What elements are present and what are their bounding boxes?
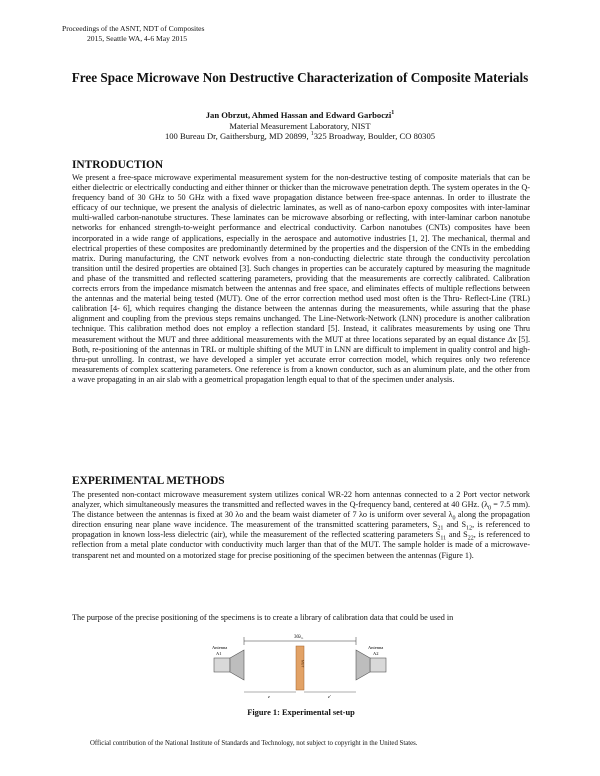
antenna-a2-label-2: A2: [373, 651, 379, 656]
figure-caption: Figure 1: Experimental set-up: [247, 708, 355, 717]
running-head: [62, 24, 205, 44]
methods-text-g: , is referenced to reflection from a metal plate conductor with conductivity much larger than that of the MUT. The sample holder is made of a microwave-transparent net and mounted on a motorized stage for precise positioning of the specimen between the antennas (Figure 1).: [72, 530, 530, 560]
antenna-a2-body: [370, 658, 386, 672]
antenna-a1-label-2: A1: [216, 651, 222, 656]
introduction-paragraph: [72, 173, 530, 385]
lambda-sub-2: 0: [452, 515, 456, 522]
author-address: [70, 131, 530, 142]
methods-text-a: The presented non-contact microwave measurement system utilizes conical WR-22 horn antennas connected to a 2 Port vector network analyzer, which simultaneously measures the transmitted and reflected waves in the Q-frequency band, centered at 40 GHz. (λ: [72, 490, 530, 510]
methods-text-f: and S: [446, 530, 468, 540]
mut-sample: [296, 646, 304, 690]
methods-text-e: , is referenced to propagation in known loss-less dielectric (air), while the measurement of the reflected scattering parameters S: [72, 520, 531, 540]
paper-title: Free Space Microwave Non Destructive Characterization of Composite Materials: [71, 70, 529, 85]
methods-text-c: along the propagation direction ensuring near plane wave incidence. The measurement of the transmitted scattering parameters, S: [72, 510, 530, 530]
address-part-b: 325 Broadway, Boulder, CO 80305: [313, 131, 436, 142]
running-head-line2: 2015, Seattle WA, 4-6 May 2015: [87, 34, 188, 43]
footnote: Official contribution of the National Institute of Standards and Technology, not subject to copyright in the United States.: [90, 740, 418, 747]
author-sup: 1: [391, 110, 395, 117]
antenna-a1-horn: [230, 650, 244, 680]
introduction-heading: INTRODUCTION: [72, 159, 164, 171]
methods-paragraph-2: The purpose of the precise positioning of the specimens is to create a library of calibration data that could be used in: [72, 613, 454, 622]
antenna-a1-body: [214, 658, 230, 672]
methods-paragraph-1: [72, 490, 530, 561]
antenna-a2-horn: [356, 650, 370, 680]
author-names: [70, 110, 530, 121]
address-part-a: 100 Bureau Dr, Gaithersburg, MD 20899,: [164, 131, 311, 142]
intro-text-a: We present a free-space microwave experimental measurement system for the non-destructive testing of composite materials that can be either dielectric or electrically conducting and either thinner or thicker than the microwave penetration depth. The system operates in the Q- frequency band of 30 GHz to 50 GHz with a fixed wave propagation distance between free-space antennas. In order to illustrate the efficacy of our technique, we present the analysis of dielectric laminates, as well as of nano-carbon epoxy composites with inter-laminar multi-walled carbon-nanotube structures. These laminates can be microwave absorbing or reflecting, with inter-laminar carbon nanotube networks for enhanced strength-to-weight performance and electrical conductivity. Carbon nanotubes (CNTs) composites have been incorporated in a wide range of applications, especially in the aerospace and automotive industries [1, 2]. The mechanical, thermal and electrical properties of these composites are predominantly determined by the properties and the dispersion of the CNTs in the embedding matrix. During manufacturing, the CNT network evolves from a non-conducting dielectric state through the conductivity percolation transition until the desired properties are obtained [3]. Such changes in properties can be accurately captured by measuring the magnitude and phase of the transmitted and reflected scattering parameters, providing that the measurements are correctly calibrated. Calibration corrects errors from the impedance mismatch between the antennas and free space, and eliminates effects of multiple reflections between the antennas and the material being tested (MUT). One of the error correction method used most often is the Thru- Reflect-Line (TRL) calibration [4- 6], which requires changing the distance between the antennas during the measurements, while assuring that the phase alignment and coupling from the previous steps remains unchanged. The Line-Network-Network (LNN) procedure is another calibration technique. This calibration method does not employ a reflection standard [5]. Instead, it calibrates measurements by using one Thru measurement without the MUT and three additional measurements with the MUT at three locations separated by an equal distance: [72, 173, 530, 344]
zprime-label: z': [328, 694, 331, 699]
methods-text-d: and S: [443, 520, 467, 530]
author-affiliation: Material Measurement Laboratory, NIST: [229, 120, 371, 131]
s12-sub: 12: [466, 525, 473, 532]
z-label: z: [268, 694, 270, 699]
methods-heading: EXPERIMENTAL METHODS: [72, 475, 225, 487]
antenna-a1-label-1: Antenna: [212, 645, 228, 650]
delta-x-symbol: Δx: [507, 334, 517, 344]
experimental-setup-figure: [210, 630, 390, 700]
running-head-line1: Proceedings of the ASNT, NDT of Composites: [62, 24, 205, 33]
s22-sub: 22: [467, 536, 474, 543]
s11-sub: 11: [440, 536, 447, 543]
lambda-sub: 0: [488, 505, 492, 512]
methods-text-b: = 7.5 mm). The distance between the antennas is fixed at 30 λo and the beam waist diameter of 7 λo is uniform over several λ: [72, 500, 530, 520]
address-sup: 1: [310, 131, 314, 138]
author-block: [70, 110, 530, 142]
mut-label: MUT: [300, 660, 305, 668]
intro-text-b: [5]. Both, re-positioning of the antennas in TRL or multiple shifting of the MUT in LNN are difficult to implement in quality control and high-thru-put unrolling. In contrast, we have developed a simpler yet accurate error correction model, which requires only two reference measurements of complex scattering parameters. One reference is from a known conductor, such as an aluminum plate, and the other from a wave propagating in an air slab with a geometrical propagation length equal to that of the specimen under analysis.: [72, 334, 531, 384]
antenna-a2-label-1: Antenna: [368, 645, 384, 650]
author-names-text: Jan Obrzut, Ahmed Hassan and Edward Garboczi: [205, 110, 392, 120]
s21-sub: 21: [437, 525, 444, 532]
distance-label: $30\lambda_o$: [294, 635, 304, 640]
